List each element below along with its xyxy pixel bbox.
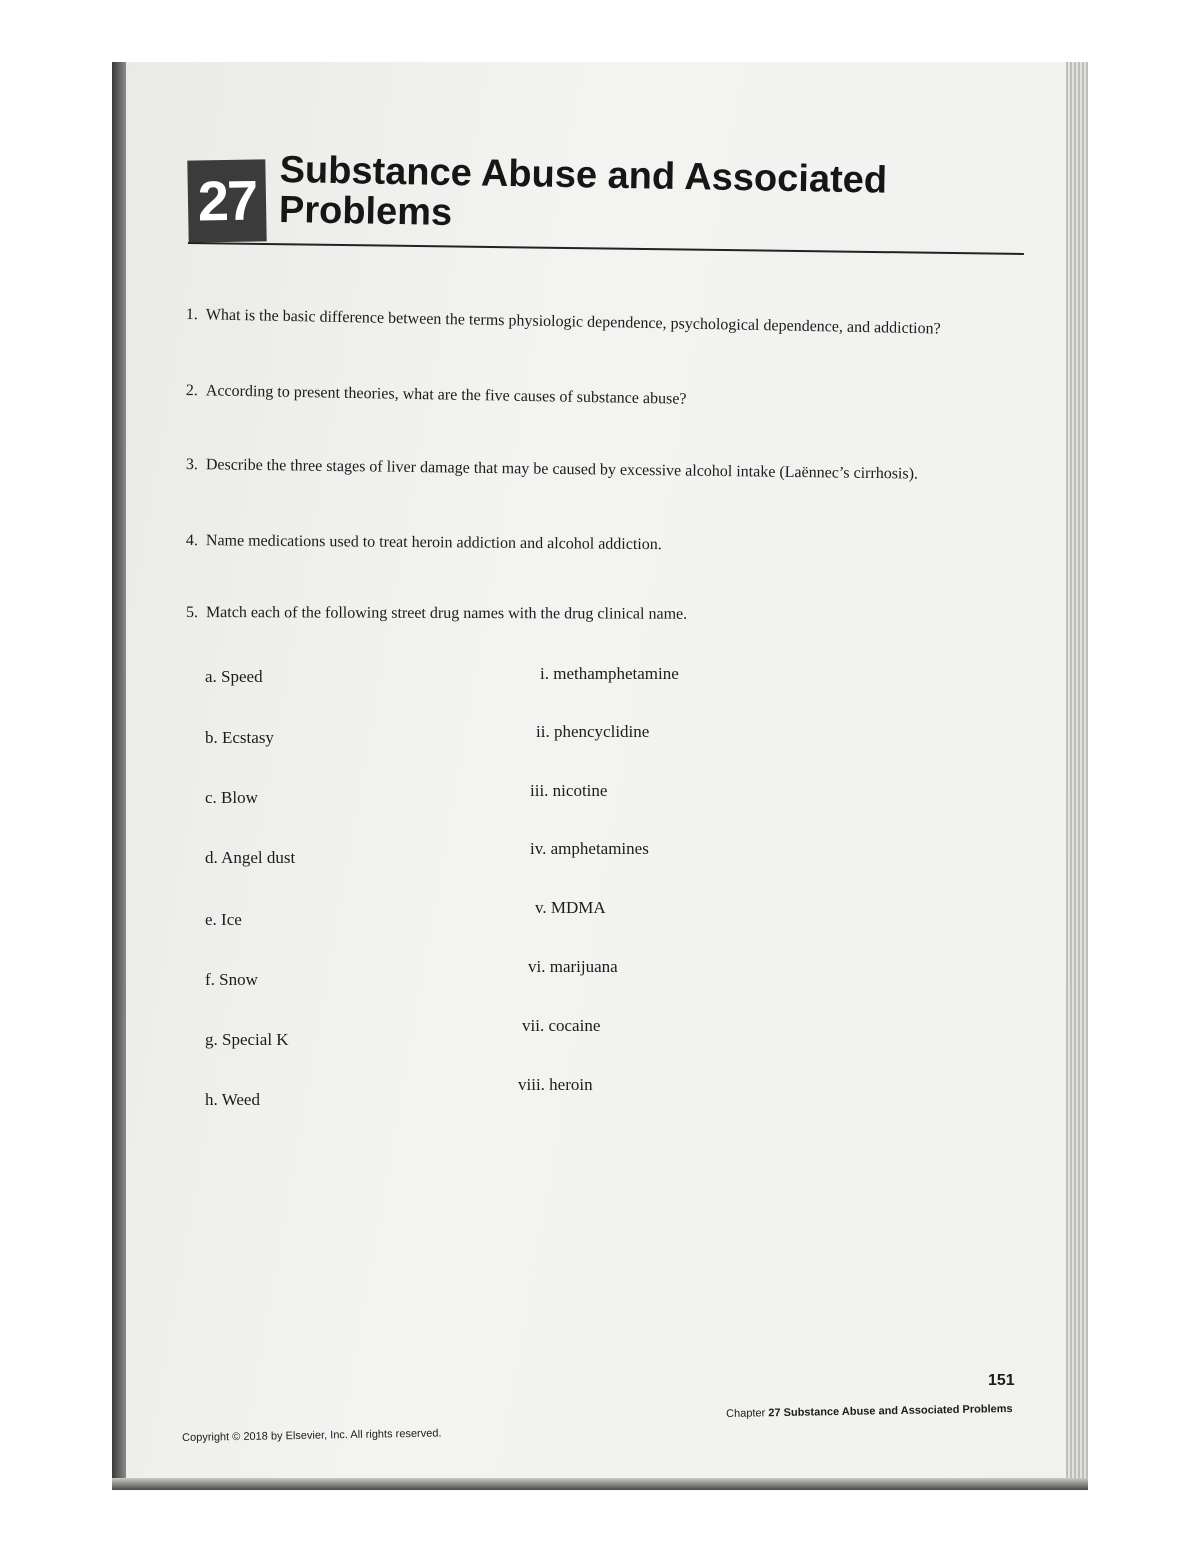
page-left-shadow (112, 62, 126, 1490)
question-text: Name medications used to treat heroin addiction and alcohol addiction. (205, 532, 662, 554)
question-text: What is the basic difference between the terms physiologic dependence, psychological dependence, and addiction? (205, 306, 941, 338)
question-number: 4. (185, 532, 198, 550)
page-number: 151 (988, 1372, 1015, 1389)
street-name-item: f. Snow (205, 970, 258, 989)
question-number: 5. (185, 604, 198, 622)
question-number: 3. (185, 456, 198, 474)
page-photo (112, 62, 1088, 1490)
question-5 (186, 604, 687, 624)
clinical-name-item: viii. heroin (518, 1075, 593, 1094)
street-name-item: g. Special K (205, 1030, 289, 1049)
chapter-title-line2: Problems (278, 188, 453, 235)
street-name-item: h. Weed (205, 1090, 260, 1109)
footer-chapter-label: Chapter (726, 1407, 766, 1420)
footer-chapter-number: 27 (768, 1407, 781, 1420)
clinical-name-item: iv. amphetamines (530, 839, 649, 858)
question-number: 1. (185, 306, 198, 324)
question-text: According to present theories, what are the five causes of substance abuse? (205, 382, 687, 408)
footer-chapter-title: Substance Abuse and Associated Problems (783, 1402, 1013, 1419)
chapter-title (279, 150, 888, 241)
page-bottom-shadow (112, 1478, 1088, 1490)
question-text: Match each of the following street drug names with the drug clinical name. (205, 604, 688, 623)
clinical-name-item: ii. phencyclidine (536, 722, 650, 741)
street-name-item: a. Speed (205, 667, 263, 686)
question-text: Describe the three stages of liver damage that may be caused by excessive alcohol intake (Laënnec’s cirrhosis). (205, 456, 919, 483)
street-name-item: d. Angel dust (205, 848, 296, 867)
chapter-number-badge: 27 (187, 159, 266, 242)
street-name-item: b. Ecstasy (205, 728, 274, 747)
question-number: 2. (185, 382, 198, 400)
street-name-item: c. Blow (205, 788, 258, 807)
page-stack-edge (1066, 62, 1088, 1490)
clinical-name-item: vii. cocaine (522, 1016, 601, 1035)
copyright-notice: Copyright © 2018 by Elsevier, Inc. All rights reserved. (182, 1427, 442, 1444)
street-name-item: e. Ice (205, 910, 242, 929)
clinical-name-item: vi. marijuana (528, 957, 618, 976)
chapter-title-line1: Substance Abuse and Associated (279, 149, 888, 202)
clinical-name-item: iii. nicotine (530, 781, 608, 800)
clinical-name-item: i. methamphetamine (540, 664, 679, 683)
clinical-name-item: v. MDMA (535, 898, 606, 917)
